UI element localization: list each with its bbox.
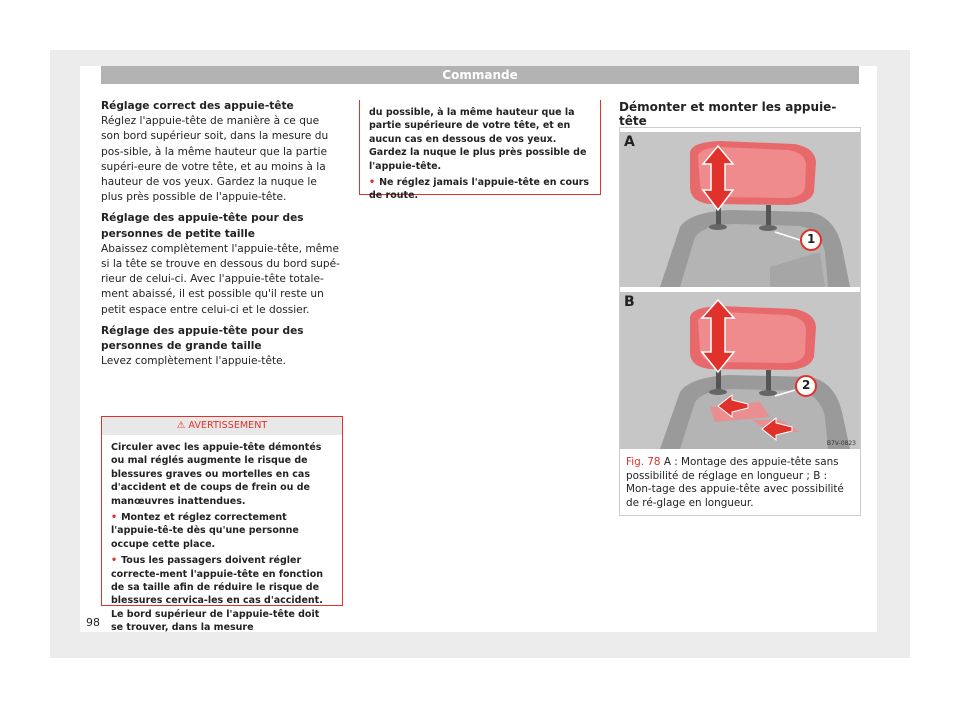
figure-caption [626, 456, 854, 510]
figure-label: Fig. 78 [626, 456, 661, 468]
paragraph-correct-adjustment: Réglez l'appuie-tête de manière à ce que son bord supérieur soit, dans la mesure du pos-sible, à la même hauteur que la partie supéri-eure de votre tête, et au moins à la hauteur de vos yeux. Gardez la nuque le plus près possible de l'appuie-tête. [101, 115, 329, 204]
warning-triangle-icon: ⚠ [176, 420, 186, 431]
bullet-icon: • [111, 512, 118, 524]
warning-title: AVERTISSEMENT [188, 420, 268, 431]
bullet-icon: • [369, 177, 376, 189]
warning-continuation-bullet-text: Ne réglez jamais l'appuie-tête en cours de route. [369, 177, 590, 202]
warning-continuation-text: du possible, à la même hauteur que la partie supérieure de votre tête, et en aucun cas en dessous de vos yeux. Gardez la nuque le plus près possible de l'appuie-tête. [369, 107, 587, 172]
panel-a-label: A [624, 134, 635, 150]
warning-bullet-1 [111, 511, 333, 551]
warning-bullet-2-text: Tous les passagers doivent régler correcte-ment l'appuie-tête en fonction de sa taille afin de réduire le risque de blessures cervica-les en cas d'accident. Le bord supérieur de l'appuie-tête doit se trouver, dans la mesure [111, 555, 323, 634]
callout-1: 1 [807, 232, 816, 246]
warning-body [102, 435, 342, 644]
headrest-fixed-illustration [620, 132, 860, 287]
warning-bullet-2 [111, 554, 333, 634]
warning-box [101, 416, 343, 634]
warning-header [102, 417, 342, 435]
left-column [101, 99, 341, 375]
page-number: 98 [86, 616, 100, 629]
figure-panel-a [620, 132, 860, 287]
heading-small-persons: Réglage des appuie-tête pour des personnes de petite taille [101, 212, 304, 240]
warning-intro: Circuler avec les appuie-tête démontés ou mal réglés augmente le risque de blessures graves ou mortelles en cas d'accident et de coups de frein ou de manœuvres inattendues. [111, 442, 322, 507]
warning-bullet-1-text: Montez et réglez correctement l'appuie-tê-te dès qu'une personne occupe cette place. [111, 512, 299, 550]
paragraph-small-persons: Abaissez complètement l'appuie-tête, même si la tête se trouve en dessous du bord supé-rieur de celui-ci. Avec l'appuie-tête totale-ment abaissé, il est possible qu'il reste un petit espace entre celui-ci et le dossier. [101, 242, 340, 316]
heading-tall-persons: Réglage des appuie-tête pour des personnes de grande taille [101, 324, 304, 353]
figure-code: B7V-0823 [826, 440, 856, 447]
warning-continuation-box [359, 100, 601, 202]
bullet-icon: • [111, 555, 118, 567]
figure-caption-text: A : Montage des appuie-tête sans possibilité de réglage en longueur ; B : Mon-tage des appuie-tête avec possibilité de ré-glage en longueur. [626, 456, 844, 509]
paragraph-tall-persons: Levez complètement l'appuie-tête. [101, 355, 287, 368]
figure-box [619, 127, 861, 516]
callout-2: 2 [802, 378, 811, 392]
section-title: Démonter et monter les appuie-tête [619, 100, 859, 134]
headrest-adjustable-illustration [620, 292, 860, 449]
chapter-header: Commande [101, 66, 859, 84]
warning-continuation-bullet [369, 176, 591, 203]
heading-correct-adjustment: Réglage correct des appuie-tête [101, 100, 294, 112]
panel-b-label: B [624, 294, 635, 310]
figure-panel-b [620, 292, 860, 449]
